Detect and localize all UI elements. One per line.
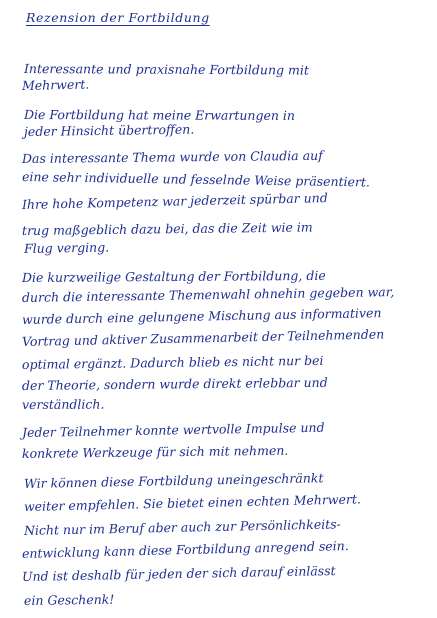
- text-line: weiter empfehlen. Sie bietet einen echten Mehrwert.: [23, 491, 362, 514]
- text-line: Die kurzweilige Gestaltung der Fortbildung, die: [21, 267, 326, 285]
- text-line: Das interessante Thema wurde von Claudia auf: [21, 147, 323, 166]
- text-line: Vortrag und aktiver Zusammenarbeit der Teilnehmenden: [21, 326, 385, 349]
- text-line: Interessante und praxisnahe Fortbildung mit: [23, 61, 309, 78]
- text-line: Mehrwert.: [21, 76, 90, 93]
- text-line: Jeder Teilnehmer konnte wertvolle Impulse und: [21, 419, 325, 440]
- text-line: verständlich.: [21, 396, 105, 412]
- text-line: der Theorie, sondern wurde direkt erlebbar und: [21, 374, 328, 393]
- text-line: Und ist deshalb für jeden der sich darauf einlässt: [21, 562, 336, 584]
- text-line: Flug verging.: [23, 239, 110, 256]
- text-line: Wir können diese Fortbildung uneingeschränkt: [23, 470, 324, 491]
- text-line: entwicklung kann diese Fortbildung anregend sein.: [21, 538, 349, 561]
- text-line: wurde durch eine gelungene Mischung aus informativen: [21, 305, 382, 327]
- text-line: eine sehr individuelle und fesselnde Weise präsentiert.: [21, 169, 371, 190]
- text-line: optimal ergänzt. Dadurch blieb es nicht nur bei: [21, 352, 324, 372]
- text-line: jeder Hinsicht übertroffen.: [23, 121, 195, 139]
- page-title: Rezension der Fortbildung: [26, 10, 210, 25]
- text-line: trug maßgeblich dazu bei, das die Zeit wie im: [21, 219, 313, 238]
- text-line: Die Fortbildung hat meine Erwartungen in: [23, 107, 296, 123]
- text-line: Nicht nur im Beruf aber auch zur Persönlichkeits-: [23, 516, 341, 538]
- text-line: konkrete Werkzeuge für sich mit nehmen.: [21, 442, 289, 461]
- text-line: ein Geschenk!: [23, 591, 115, 608]
- text-line: durch die interessante Themenwahl ohnehin gegeben war,: [21, 284, 395, 305]
- text-line: Ihre hohe Kompetenz war jederzeit spürbar und: [21, 190, 328, 212]
